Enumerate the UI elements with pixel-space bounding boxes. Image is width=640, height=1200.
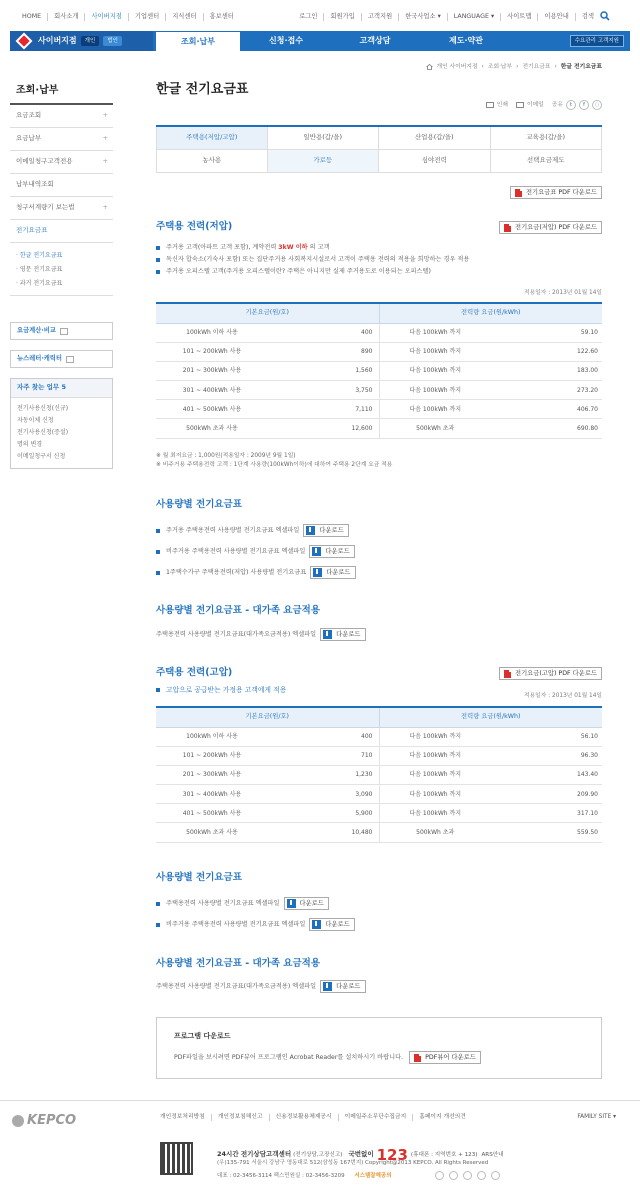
calculator-icon <box>60 328 68 335</box>
tab-optional[interactable]: 선택요금제도 <box>491 150 603 173</box>
personal-chip[interactable]: 개인 <box>81 36 100 47</box>
download-icon <box>312 920 321 929</box>
table-cell: 1,560 <box>268 361 379 380</box>
newsletter-label: 뉴스레터·캐릭터 <box>17 355 62 363</box>
util-link-home[interactable]: HOME <box>22 13 42 20</box>
gnb-item-counsel[interactable]: 고객상담 <box>359 36 391 46</box>
quick-tasks <box>10 378 113 469</box>
table-cell: 400 <box>268 727 379 746</box>
footer-sns-icon[interactable] <box>463 1171 472 1180</box>
table-cell: 96.30 <box>491 746 602 765</box>
util-link-knowledge[interactable]: 지식센터 <box>165 13 202 21</box>
table-cell: 56.10 <box>491 727 602 746</box>
footer-link[interactable]: 신용정보활용체제공시 <box>269 1114 338 1121</box>
util-link-pr[interactable]: 홍보센터 <box>203 13 240 21</box>
table-cell: 500kWh 초과 사용 <box>156 823 268 842</box>
util-link-join[interactable]: 회원가입 <box>323 13 360 21</box>
table-cell: 다음 100kWh 까지 <box>379 727 491 746</box>
share-label: 공유 <box>551 101 563 108</box>
table-cell: 400 <box>268 323 379 342</box>
table-cell: 710 <box>268 746 379 765</box>
footer <box>0 1100 640 1200</box>
util-link-corporate[interactable]: 기업센터 <box>128 13 165 21</box>
brand-name: 사이버지점 <box>38 36 77 46</box>
footer-sns-icon[interactable] <box>477 1171 486 1180</box>
tab-residential[interactable]: 주택용(저압/고압) <box>156 127 268 150</box>
note-item: ※ 월 최저요금 : 1,000원(적용일자 : 2009년 9월 1일) <box>156 453 296 459</box>
table-row <box>156 765 602 784</box>
table-cell: 12,600 <box>268 419 379 438</box>
call-label: 24시간 전기상담고객센터 <box>217 1150 292 1159</box>
table-cell: 406.70 <box>491 400 602 419</box>
section-title-high: 주택용 전력(고압) <box>156 667 233 678</box>
gnb-item-inquiry[interactable]: 조회·납부 <box>155 31 241 51</box>
program-desc: PDF파일을 보시려면 PDF뷰어 프로그램인 Acrobat Reader를 설치하시기 바랍니다. <box>174 1053 404 1061</box>
breadcrumb-item[interactable]: 조회·납부 <box>487 64 513 70</box>
table-row <box>156 381 602 400</box>
download-row <box>156 524 349 537</box>
util-link-support[interactable]: 고객지원 <box>361 13 398 21</box>
email-icon <box>516 102 524 108</box>
download-label: 다운로드 <box>336 630 361 638</box>
table-cell: 500kWh 초과 <box>379 823 491 842</box>
util-link-sitemap[interactable]: 사이트맵 <box>500 13 537 21</box>
lnb-item-meter-guide[interactable] <box>10 197 113 220</box>
footer-address: (우)135-791 서울시 강남구 영동대로 512(삼성동 167번지) Copyright@2013 KEPCO. All Rights Reserved <box>217 1160 489 1166</box>
plus-icon: + <box>102 111 108 120</box>
plus-icon: + <box>102 203 108 212</box>
page-tools <box>478 100 602 110</box>
ars-guide[interactable]: ARS안내 <box>481 1151 504 1158</box>
pdf-button-label: 전기요금(저압) PDF 다운로드 <box>514 223 597 231</box>
download-label: 다운로드 <box>325 547 350 555</box>
table-cell: 3,750 <box>268 381 379 400</box>
lnb-item-bill-inquiry[interactable] <box>10 105 113 128</box>
footer-link[interactable]: 이메일주소무단수집금지 <box>338 1114 413 1121</box>
lnb-title: 조회·납부 <box>10 82 113 105</box>
program-title: 프로그램 다운로드 <box>174 1032 231 1040</box>
table-row <box>156 419 602 438</box>
bullet-item: 독신자 합숙소(기숙사 포함) 또는 집단주거용 사회복지시설로서 고객이 주택용 전력의 적용을 희망하는 경우 적용 <box>156 254 602 266</box>
download-row-label: 주택용전력 사용량별 전기요금표(대가족요금적용) 엑셀파일 <box>156 630 317 638</box>
pdf-icon <box>504 224 511 232</box>
gnb-item-policy[interactable]: 제도·약관 <box>449 36 483 46</box>
quick-item[interactable]: 전기사용신청(신규) <box>17 405 69 413</box>
share-area <box>552 100 602 110</box>
quick-item[interactable]: 전기사용신청(증설) <box>17 429 69 437</box>
bullet-text: 의 고객 <box>309 244 330 252</box>
table-cell: 500kWh 초과 <box>379 419 491 438</box>
util-link-language[interactable]: LANGUAGE ▾ <box>447 13 500 21</box>
tab-night[interactable]: 심야전력 <box>379 150 491 173</box>
high-rate-table <box>156 706 602 843</box>
download-row <box>156 897 329 910</box>
table-cell: 401 ~ 500kWh 사용 <box>156 804 268 823</box>
kepco-logo-icon <box>12 1115 24 1127</box>
tab-streetlight[interactable]: 가로등 <box>268 150 380 173</box>
lnb-item-label: 청구서계량기 보는법 <box>16 203 75 212</box>
table-row <box>156 361 602 380</box>
call-mobile: (휴대폰 : 지역번호 + 123) <box>410 1151 478 1158</box>
pdf-icon <box>515 189 522 197</box>
table-cell: 다음 100kWh 까지 <box>379 323 491 342</box>
download-button[interactable] <box>320 980 365 993</box>
util-link-search[interactable]: 검색 <box>575 13 600 21</box>
table-cell: 다음 100kWh 까지 <box>379 765 491 784</box>
brand-logo-icon <box>16 33 33 50</box>
download-label: 다운로드 <box>325 920 350 928</box>
email-label: 이메일 <box>526 101 544 108</box>
low-pdf-button[interactable] <box>499 221 602 234</box>
download-row-label: 주택용전력 사용량별 전기요금표 엑셀파일 <box>166 899 280 907</box>
table-cell: 7,110 <box>268 400 379 419</box>
program-desc-row <box>174 1051 481 1064</box>
download-row-label: 주택용전력 사용량별 전기요금표(대가족요금적용) 엑셀파일 <box>156 982 317 990</box>
table-cell: 401 ~ 500kWh 사용 <box>156 400 268 419</box>
rate-tabs <box>156 125 602 173</box>
tab-agriculture[interactable]: 농사용 <box>156 150 268 173</box>
lnb-sub-past[interactable]: · 과거 전기요금표 <box>16 280 63 288</box>
table-cell: 690.80 <box>491 419 602 438</box>
pdf-button-label: 전기요금(고압) PDF 다운로드 <box>514 669 597 677</box>
lnb-item-label: 이메일청구고객전용 <box>16 157 73 166</box>
pdf-viewer-download-button[interactable] <box>409 1051 481 1064</box>
download-icon <box>287 899 296 908</box>
footer-logo-text: KEPCO <box>27 1113 77 1128</box>
facebook-icon[interactable]: f <box>579 100 589 110</box>
table-row <box>156 323 602 342</box>
download-button[interactable] <box>309 918 354 931</box>
table-cell: 59.10 <box>491 323 602 342</box>
breadcrumb-item[interactable]: 전기요금표 <box>522 64 551 70</box>
table-cell: 다음 100kWh 까지 <box>379 361 491 380</box>
section-title-bigfamily: 사용량별 전기요금표 - 대가족 요금적용 <box>156 958 321 969</box>
download-icon <box>306 526 315 535</box>
footer-sns-icon[interactable] <box>435 1171 444 1180</box>
table-cell: 다음 100kWh 까지 <box>379 804 491 823</box>
lnb-item-label: 요금납부 <box>16 134 42 143</box>
col-header: 기본요금(원/호) <box>156 707 379 727</box>
table-cell: 다음 100kWh 까지 <box>379 785 491 804</box>
table-row <box>156 400 602 419</box>
plus-icon: + <box>102 134 108 143</box>
download-button[interactable] <box>320 628 365 641</box>
col-header: 전력량 요금(원/kWh) <box>379 707 602 727</box>
footer-links <box>160 1114 472 1121</box>
family-site-select[interactable]: FAMILY SITE ▾ <box>577 1114 616 1120</box>
lnb-item-label: 전기요금표 <box>16 226 48 235</box>
table-cell: 890 <box>268 342 379 361</box>
download-row <box>156 980 366 993</box>
section-title-low: 주택용 전력(저압) <box>156 221 233 232</box>
table-cell: 101 ~ 200kWh 사용 <box>156 342 268 361</box>
table-cell: 다음 100kWh 까지 <box>379 342 491 361</box>
footer-link[interactable]: 개인정보처리방침 <box>160 1114 205 1120</box>
me2day-icon[interactable]: ◌ <box>592 100 602 110</box>
table-cell: 100kWh 이하 사용 <box>156 323 268 342</box>
lnb-item-rate-table[interactable] <box>10 220 113 243</box>
lnb-item-label: 납부내역조회 <box>16 180 54 189</box>
breadcrumb: 개인 사이버지점 › 조회·납부 › 전기요금표 › 한글 전기요금표 <box>426 64 603 71</box>
download-label: 다운로드 <box>299 899 324 907</box>
lnb-sub-korean[interactable]: · 한글 전기요금표 <box>16 252 63 260</box>
call-sub: (전기상담,고장신고) <box>293 1151 343 1158</box>
left-nav <box>10 82 113 469</box>
qr-code-icon <box>160 1142 193 1175</box>
table-cell: 다음 100kWh 까지 <box>379 381 491 400</box>
download-button[interactable] <box>303 524 348 537</box>
twitter-icon[interactable]: t <box>566 100 576 110</box>
quick-item[interactable]: 이메일청구서 신청 <box>17 453 66 461</box>
tab-industrial[interactable]: 산업용(갑/을) <box>379 127 491 150</box>
breadcrumb-item[interactable]: 개인 사이버지점 <box>436 64 478 70</box>
effective-date: 적용일자 : 2013년 01월 14일 <box>523 693 602 699</box>
corporate-chip[interactable]: 법인 <box>103 36 122 47</box>
table-cell: 3,090 <box>268 785 379 804</box>
col-header: 기본요금(원/호) <box>156 303 379 323</box>
table-cell: 209.90 <box>491 785 602 804</box>
util-link-guide[interactable]: 이용안내 <box>537 13 574 21</box>
bullet-highlight: 3kW 이하 <box>278 244 308 252</box>
download-icon <box>323 982 332 991</box>
search-icon[interactable] <box>600 11 610 21</box>
download-button[interactable] <box>310 566 355 579</box>
table-cell: 10,480 <box>268 823 379 842</box>
utility-bar <box>0 0 640 32</box>
table-row <box>156 785 602 804</box>
quick-item[interactable]: 명의 변경 <box>17 441 43 449</box>
bullet-item: 주거용 오피스텔 고객(주거용 오피스텔이란? 주택은 아니지만 실제 주거용도로 이용되는 오피스텔) <box>156 266 602 278</box>
table-cell: 183.00 <box>491 361 602 380</box>
table-row <box>156 342 602 361</box>
download-label: 다운로드 <box>336 982 361 990</box>
table-cell: 다음 100kWh 까지 <box>379 400 491 419</box>
pdf-icon <box>414 1054 421 1062</box>
table-cell: 5,900 <box>268 804 379 823</box>
download-icon <box>313 568 322 577</box>
table-row <box>156 823 602 842</box>
download-icon <box>323 630 332 639</box>
lnb-item-payment[interactable] <box>10 128 113 151</box>
footer-sns-icon[interactable] <box>449 1171 458 1180</box>
download-button[interactable] <box>309 545 354 558</box>
table-cell: 143.40 <box>491 765 602 784</box>
footer-tel: 대표 : 02-3456-3114 팩스민원실 : 02-3456-3209 <box>217 1173 345 1179</box>
low-rate-table <box>156 302 602 439</box>
home-icon[interactable] <box>426 64 433 70</box>
tab-education[interactable]: 교육용(갑/을) <box>491 127 603 150</box>
low-bullets <box>156 242 602 278</box>
util-link-login[interactable]: 로그인 <box>299 13 318 20</box>
table-cell: 500kWh 초과 사용 <box>156 419 268 438</box>
table-cell: 다음 100kWh 까지 <box>379 746 491 765</box>
footer-sns-icon[interactable] <box>491 1171 500 1180</box>
footer-org-mark: 서스템잘해공의 <box>354 1173 392 1179</box>
program-download-box <box>156 1017 602 1079</box>
table-cell: 317.10 <box>491 804 602 823</box>
quick-tasks-title: 자주 찾는 업무 5 <box>11 379 112 398</box>
bill-calc-label: 요금계산·비교 <box>17 327 56 335</box>
table-cell: 122.60 <box>491 342 602 361</box>
utility-links-right <box>293 13 600 21</box>
bill-calc-link[interactable] <box>10 322 113 340</box>
low-notes <box>156 453 602 471</box>
download-button[interactable] <box>284 897 329 910</box>
gnb-item-apply[interactable]: 신청·접수 <box>269 36 303 46</box>
section-title-bigfamily: 사용량별 전기요금표 - 대가족 요금적용 <box>156 605 321 616</box>
footer-link[interactable]: 홈페이지 개선의견 <box>412 1114 472 1121</box>
tab-general[interactable]: 일반용(갑/을) <box>268 127 380 150</box>
print-button[interactable] <box>486 102 508 109</box>
footer-link[interactable]: 개인정보침해신고 <box>211 1114 269 1121</box>
pdf-icon <box>504 670 511 678</box>
effective-date: 적용일자 : 2013년 01월 14일 <box>523 290 602 296</box>
brand-area[interactable] <box>10 31 153 51</box>
footer-logo <box>12 1113 76 1129</box>
download-icon <box>312 547 321 556</box>
newsletter-link[interactable] <box>10 350 113 368</box>
bullet-item <box>156 242 602 254</box>
print-label: 인쇄 <box>496 101 508 108</box>
quick-item[interactable]: 자동이체 신청 <box>17 417 54 425</box>
download-row-label: 비주거용 주택용전력 사용량별 전기요금표 엑셀파일 <box>166 547 306 555</box>
table-row <box>156 727 602 746</box>
lnb-item-email-bill[interactable] <box>10 151 113 174</box>
download-row <box>156 545 355 558</box>
demand-support-button[interactable]: 수요관리 고객지원 <box>570 35 624 47</box>
table-cell: 301 ~ 400kWh 사용 <box>156 785 268 804</box>
email-button[interactable] <box>516 102 544 109</box>
lnb-sub-menu <box>10 243 113 296</box>
lnb-sub-english[interactable]: · 영문 전기요금표 <box>16 266 63 274</box>
lnb-item-payment-history[interactable] <box>10 174 113 197</box>
section-title-usage: 사용량별 전기요금표 <box>156 872 242 883</box>
download-row-label: 비주거용 주택용전력 사용량별 전기요금표 엑셀파일 <box>166 920 306 928</box>
pdf-button-label: 전기요금표 PDF 다운로드 <box>525 188 597 196</box>
high-pdf-button[interactable] <box>499 667 602 680</box>
table-cell: 100kWh 이하 사용 <box>156 727 268 746</box>
util-link-branch[interactable]: 한국사업소 ▾ <box>398 13 447 21</box>
table-cell: 273.20 <box>491 381 602 400</box>
global-nav <box>10 31 630 51</box>
download-label: 다운로드 <box>319 526 344 534</box>
table-row <box>156 804 602 823</box>
download-row <box>156 918 355 931</box>
call-number: 123 <box>376 1146 408 1164</box>
newsletter-icon <box>66 356 74 363</box>
plus-icon: + <box>102 157 108 166</box>
download-row-label: 주거용 주택용전력 사용량별 전기요금표 엑셀파일 <box>166 526 300 534</box>
page-title: 한글 전기요금표 <box>156 82 249 97</box>
utility-links-left <box>22 13 240 21</box>
section-title-usage: 사용량별 전기요금표 <box>156 499 242 510</box>
util-link-company[interactable]: 회사소개 <box>47 13 84 21</box>
download-row-label: 1주택수가구 주택용전력(저압) 사용량별 전기요금표 <box>166 568 307 576</box>
rate-table-pdf-button[interactable] <box>510 186 602 199</box>
table-cell: 1,230 <box>268 765 379 784</box>
table-cell: 301 ~ 400kWh 사용 <box>156 381 268 400</box>
footer-tel-row <box>217 1173 392 1180</box>
pdf-viewer-label: PDF뷰어 다운로드 <box>425 1053 476 1061</box>
table-cell: 201 ~ 300kWh 사용 <box>156 765 268 784</box>
download-label: 다운로드 <box>326 568 351 576</box>
print-icon <box>486 102 494 108</box>
breadcrumb-current: 한글 전기요금표 <box>560 64 602 70</box>
table-cell: 201 ~ 300kWh 사용 <box>156 361 268 380</box>
bullet-text: 주거용 고객(아파트 고객 포함), 계약전력 <box>166 244 277 252</box>
download-row <box>156 628 366 641</box>
table-row <box>156 746 602 765</box>
note-item: ※ 비주거용 주택용전력 고객 : 1단계 사용량(100kWh이하)에 대하여 주택용 2단계 요금 적용 <box>156 462 393 468</box>
lnb-item-label: 요금조회 <box>16 111 42 120</box>
call-label-2: 국번없이 <box>348 1150 374 1159</box>
table-cell: 101 ~ 200kWh 사용 <box>156 746 268 765</box>
col-header: 전력량 요금(원/kWh) <box>379 303 602 323</box>
download-row <box>156 566 356 579</box>
high-subtitle: 고압으로 공급받는 가정용 고객에게 적용 <box>156 686 286 694</box>
util-link-cyber[interactable]: 사이버지점 <box>84 13 127 21</box>
table-cell: 559.50 <box>491 823 602 842</box>
